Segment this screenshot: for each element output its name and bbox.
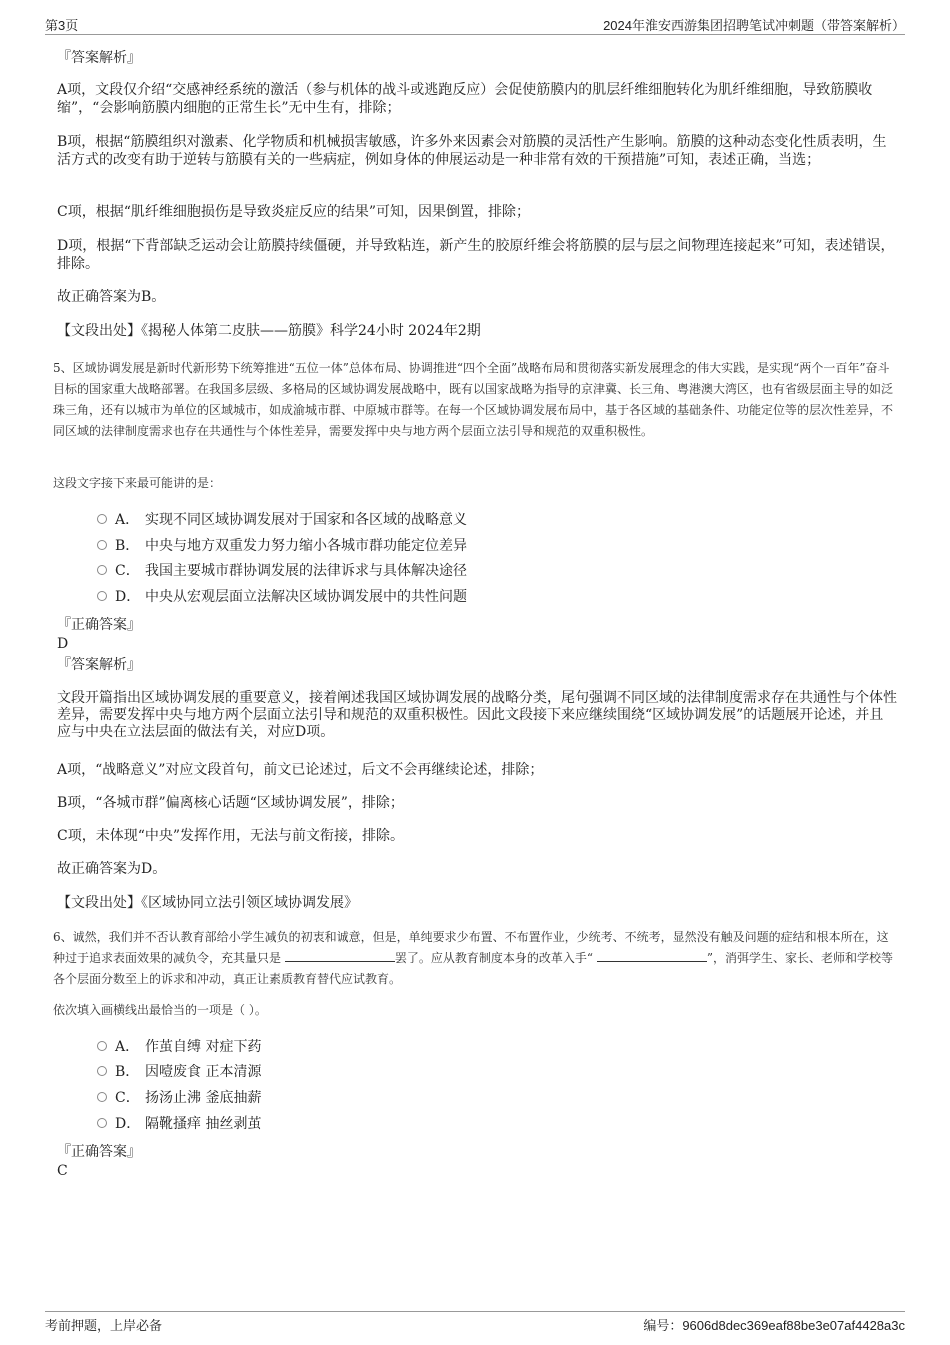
radio-icon[interactable]: [97, 1066, 107, 1076]
q5-option-b[interactable]: B． 中央与地方双重发力努力缩小各城市群功能定位差异: [97, 536, 467, 556]
page-footer: [45, 1311, 905, 1334]
fill-blank-1: [285, 949, 395, 962]
q4-conclusion: 故正确答案为B。: [57, 289, 166, 305]
q6-answer-label: 『正确答案』: [57, 1144, 141, 1160]
q6-option-a[interactable]: A． 作茧自缚 对症下药: [97, 1037, 261, 1057]
q6-option-c[interactable]: C． 扬汤止沸 釜底抽薪: [97, 1088, 261, 1108]
q5-conclusion: 故正确答案为D。: [57, 861, 167, 877]
q5-analysis-a: A项，“战略意义”对应文段首句，前文已论述过，后文不会再继续论述，排除；: [57, 762, 544, 778]
radio-icon[interactable]: [97, 1118, 107, 1128]
radio-icon[interactable]: [97, 1092, 107, 1102]
fill-blank-2: [597, 949, 707, 962]
q5-answer: D: [57, 636, 69, 652]
q4-analysis-d: D项，根据“下背部缺乏运动会让筋膜持续僵硬，并导致粘连，新产生的胶原纤维会将筋膜的层与层之间物理连接起来”可知，表述错误，排除。: [57, 238, 895, 272]
radio-icon[interactable]: [97, 540, 107, 550]
q5-option-a[interactable]: A． 实现不同区域协调发展对于国家和各区域的战略意义: [97, 510, 467, 530]
radio-icon[interactable]: [97, 514, 107, 524]
document-title: 2024年淮安西游集团招聘笔试冲刺题（带答案解析）: [603, 18, 905, 33]
q5-option-c[interactable]: C． 我国主要城市群协调发展的法律诉求与具体解决途径: [97, 561, 467, 581]
page-header: [45, 14, 905, 35]
radio-icon[interactable]: [97, 565, 107, 575]
q6-stem: 6、诚然，我们并不否认教育部给小学生减负的初衷和诚意，但是，单纯要求少布置、不布置作业，少统考、不统考，显然没有触及问题的症结和根本所在，这种过于追求表面效果的减负令，充其量只是 罢了。应从教育制度本身的改革入手“ ”，消弭学生、家长、老师和学校等各个层面分数至上的诉求和冲动，真正让素质教育替代应试教育。: [53, 930, 893, 986]
page-number: 第3页: [45, 18, 79, 33]
q4-analysis-c: C项，根据“肌纤维细胞损伤是导致炎症反应的结果”可知，因果倒置，排除；: [57, 204, 531, 220]
q4-analysis-label: 『答案解析』: [57, 50, 141, 66]
q5-option-d[interactable]: D． 中央从宏观层面立法解决区域协调发展中的共性问题: [97, 587, 467, 607]
q5-analysis-c: C项，未体现“中央”发挥作用，无法与前文衔接，排除。: [57, 828, 405, 844]
q4-analysis-a: A项，文段仅介绍“交感神经系统的激活（参与机体的战斗或逃跑反应）会促使筋膜内的肌层纤维细胞转化为肌纤维细胞，导致筋膜收缩”，“会影响筋膜内细胞的正常生长”无中生有，排除；: [57, 82, 873, 116]
radio-icon[interactable]: [97, 1041, 107, 1051]
q5-prompt: 这段文字接下来最可能讲的是：: [53, 476, 222, 490]
footer-slogan: 考前押题，上岸必备: [45, 1318, 163, 1333]
q5-answer-label: 『正确答案』: [57, 617, 141, 633]
q5-analysis-b: B项，“各城市群”偏离核心话题“区域协调发展”，排除；: [57, 795, 404, 811]
q5-analysis-label: 『答案解析』: [57, 657, 141, 673]
q6-option-b[interactable]: B． 因噎废食 正本清源: [97, 1062, 261, 1082]
q6-option-d[interactable]: D． 隔靴搔痒 抽丝剥茧: [97, 1114, 261, 1134]
q6-prompt: 依次填入画横线出最恰当的一项是（ ）。: [53, 1003, 267, 1017]
radio-icon[interactable]: [97, 591, 107, 601]
q4-source: 【文段出处】《揭秘人体第二皮肤——筋膜》科学24小时 2024年2期: [57, 323, 481, 339]
q5-stem: 5、区域协调发展是新时代新形势下统筹推进“五位一体”总体布局、协调推进“四个全面”战略布局和贯彻落实新发展理念的伟大实践，是实现“两个一百年”奋斗目标的国家重大战略部署。在我国多层级、多格局的区域协调发展战略中，既有以国家战略为指导的京津冀、长三角、粤港澳大湾区，也有省级层面主导的如泛珠三角，还有以城市为单位的区域城市，如成渝城市群、中原城市群等。在每一个区域协调发展布局中，基于各区域的基础条件、功能定位等的层次性差异，不同区域的法律制度需求也存在共通性与个体性差异，需要发挥中央与地方两个层面立法引导和规范的双重积极性。: [53, 361, 894, 438]
q5-source: 【文段出处】《区域协同立法引领区域协调发展》: [57, 895, 358, 911]
q4-analysis-b: B项，根据“筋膜组织对激素、化学物质和机械损害敏感，许多外来因素会对筋膜的灵活性产生影响。筋膜的这种动态变化性质表明，生活方式的改变有助于逆转与筋膜有关的一些病症，例如身体的伸展运动是一种非常有效的干预措施”可知，表述正确，当选；: [57, 134, 887, 168]
footer-code: 编号：9606d8dec369eaf88be3e07af4428a3c: [643, 1318, 905, 1333]
q5-analysis: 文段开篇指出区域协调发展的重要意义，接着阐述我国区域协调发展的战略分类，尾句强调不同区域的法律制度需求存在共通性与个体性差异，需要发挥中央与地方两个层面立法引导和规范的双重积极性。因此文段接下来应继续围绕“区域协调发展”的话题展开论述，并且应与中央在立法层面的做法有关，对应D项。: [57, 690, 897, 740]
q6-answer: C: [57, 1163, 68, 1179]
